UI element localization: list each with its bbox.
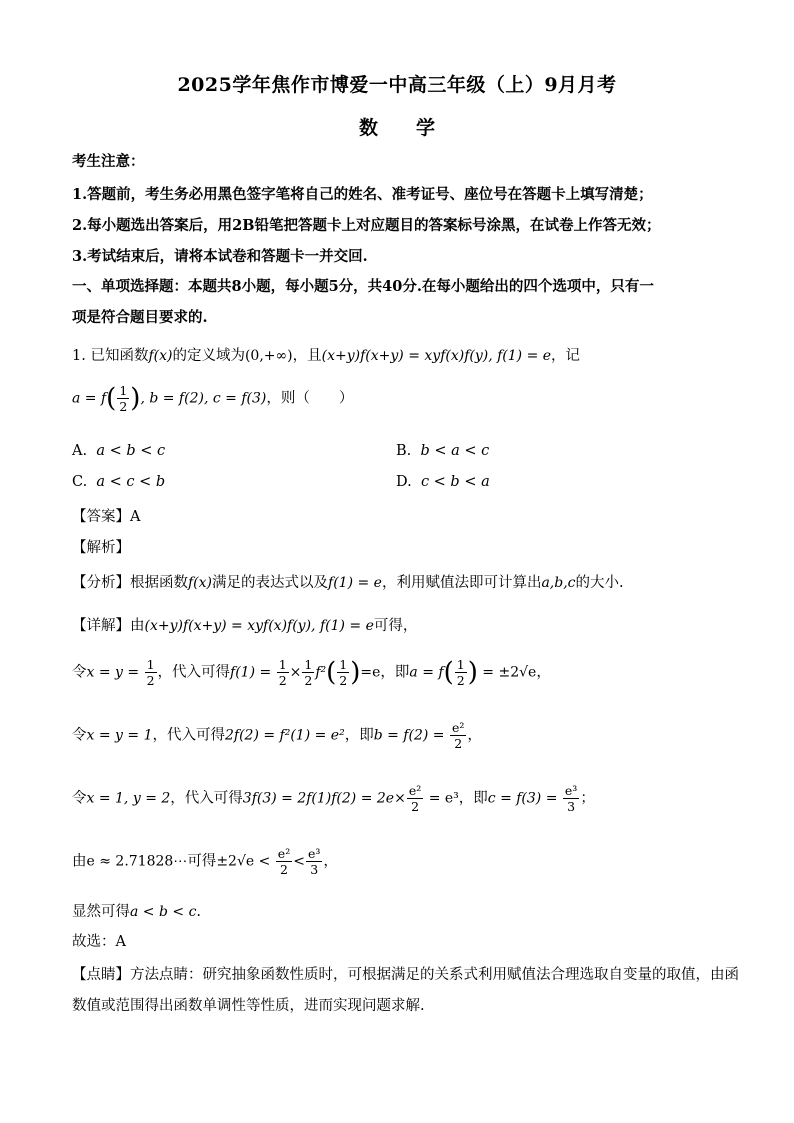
exam-subject: 数 学 — [358, 117, 435, 139]
answer-tag: 【答案】 — [72, 509, 130, 525]
xiangjie-line: 【详解】由(x+y)f(x+y) = xyf(x)f(y), f(1) = e可得， — [72, 618, 418, 634]
exam-title: 2025学年焦作市博爱一中高三年级（上）9月月考 — [177, 74, 617, 96]
notice-item-3: 3.考试结束后，请将本试卷和答题卡一并交回. — [72, 248, 368, 265]
fraction-half: $\frac{1}{2}$ — [119, 383, 128, 414]
analysis-tag: 【解析】 — [72, 540, 130, 556]
section-heading-line1: 一、单项选择题：本题共8小题，每小题5分，共40分.在每小题给出的四个选项中，只有一 — [72, 278, 654, 295]
step-2: 令x = y = 1，代入可得2f(2) = f²(1) = e²，即b = f(2) = $\frac{\text{e²}}{2}$ ， — [72, 720, 482, 751]
question-number: 1. — [72, 348, 86, 364]
dianjing-line-1: 【点睛】方法点睛：研究抽象函数性质时，可根据满足的关系式利用赋值法合理选取自变量的取值，由函 — [72, 967, 739, 983]
step-4: 由e ≈ 2.71828⋯可得±2√e < $\frac{\text{e²}}{2}$ < $\frac{\text{e³}}{3}$ ， — [72, 846, 338, 877]
fenxi-line: 【分析】根据函数f(x)满足的表达式以及f(1) = e，利用赋值法即可计算出a,b,c的大小. — [72, 575, 624, 591]
answer-line — [72, 505, 140, 526]
functional-equation: (x+y)f(x+y) = xyf(x)f(y), f(1) = e — [321, 348, 552, 364]
option-b[interactable]: B. b < a < c — [396, 443, 490, 459]
option-d[interactable]: D. c < b < a — [396, 474, 490, 490]
choose-line: 故选：A — [72, 934, 126, 950]
domain-interval: (0,+∞) — [244, 348, 293, 364]
step-3: 令x = 1, y = 2，代入可得3f(3) = 2f(1)f(2) = 2e× $\frac{\text{e²}}{2}$ = e³，即c = f(3) = $\frac{\text{e³}}{3}$ ； — [72, 783, 595, 814]
notice-item-2: 2.每小题选出答案后，用2B铅笔把答题卡上对应题目的答案标号涂黑，在试卷上作答无效； — [72, 217, 661, 234]
dianjing-line-2: 数值或范围得出函数单调性等性质，进而实现问题求解. — [72, 998, 425, 1014]
function-fx: f(x) — [148, 348, 173, 364]
notice-heading: 考生注意： — [72, 153, 145, 170]
question-1-stem: 1. 已知函数f(x)的定义域为(0,+∞)，且(x+y)f(x+y) = xyf(x)f(y), f(1) = e，记 — [72, 348, 581, 364]
option-a[interactable]: A. a < b < c — [72, 443, 166, 459]
option-c[interactable]: C. a < c < b — [72, 474, 166, 490]
step-5: 显然可得a < b < c. — [72, 904, 202, 920]
step-1: 令x = y = $\frac{1}{2}$ ，代入可得f(1) = $\frac{1}{2}$ × $\frac{1}{2}$ f²( $\frac{1}{2}$ )=e，即a = f( $\frac{1}{2}$ ) = ±2√e， — [72, 657, 551, 688]
section-heading-line2: 项是符合题目要求的. — [72, 309, 208, 326]
notice-item-1: 1.答题前，考生务必用黑色签字笔将自己的姓名、准考证号、座位号在答题卡上填写清楚； — [72, 186, 653, 203]
question-1-definitions: a = f( $\frac{1}{2}$ ), b = f(2), c = f(3)，则（ ） — [72, 383, 354, 414]
answer-value: A — [130, 509, 141, 525]
